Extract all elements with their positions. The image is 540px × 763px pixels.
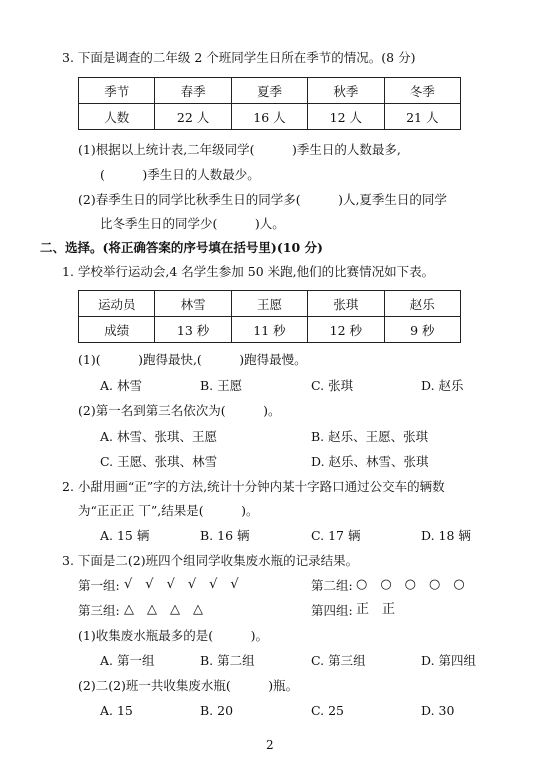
race-table-header: 赵乐 bbox=[384, 291, 460, 317]
q3-top-sub1-line2: ( )季生日的人数最少。 bbox=[100, 167, 260, 182]
section2-title: 二、选择。(将正确答案的序号填在括号里)(10 分) bbox=[40, 240, 323, 255]
q3-sub2-option-d: D. 30 bbox=[421, 703, 455, 718]
q1-sub1-option-c: C. 张琪 bbox=[311, 378, 354, 393]
q2-line1: 2. 小甜用画“正”字的方法,统计十分钟内某十字路口通过公交车的辆数 bbox=[62, 479, 445, 494]
group2-label: 第二组: bbox=[311, 578, 353, 593]
q1-sub1: (1)( )跑得最快,( )跑得最慢。 bbox=[78, 352, 307, 367]
q3-sub1-option-a: A. 第一组 bbox=[100, 653, 155, 668]
season-table-header-row bbox=[79, 78, 461, 104]
season-table-header: 春季 bbox=[155, 78, 231, 104]
q3-top-title: 3. 下面是调查的二年级 2 个班同学生日所在季节的情况。(8 分) bbox=[62, 50, 416, 65]
q2-option-d: D. 18 辆 bbox=[421, 528, 471, 543]
season-table-header: 冬季 bbox=[384, 78, 460, 104]
race-table-header: 王愿 bbox=[231, 291, 307, 317]
group1-label: 第一组: bbox=[78, 578, 120, 593]
group2-tally-marks: ○ ○ ○ ○ ○ bbox=[356, 577, 465, 592]
q2-option-c: C. 17 辆 bbox=[311, 528, 361, 543]
race-table-header-row bbox=[79, 291, 461, 317]
q3-sub1-option-b: B. 第二组 bbox=[200, 653, 255, 668]
group3-tally-marks: △ △ △ △ bbox=[124, 602, 203, 617]
race-table bbox=[78, 290, 461, 343]
q1-sub1-option-b: B. 王愿 bbox=[200, 378, 243, 393]
season-table-header: 季节 bbox=[79, 78, 155, 104]
q3-sub2: (2)二(2)班一共收集废水瓶( )瓶。 bbox=[78, 678, 299, 693]
season-table-header: 秋季 bbox=[308, 78, 384, 104]
q3-sub2-option-a: A. 15 bbox=[100, 703, 133, 718]
race-table-cell: 11 秒 bbox=[231, 317, 307, 343]
season-table-cell: 12 人 bbox=[308, 104, 384, 130]
race-table-cell: 成绩 bbox=[79, 317, 155, 343]
race-table-cell: 12 秒 bbox=[308, 317, 384, 343]
season-table-cell: 人数 bbox=[79, 104, 155, 130]
q1-sub1-option-a: A. 林雪 bbox=[100, 378, 142, 393]
q3-top-sub2-line2: 比冬季生日的同学少( )人。 bbox=[100, 216, 285, 231]
q3-sub1-option-c: C. 第三组 bbox=[311, 653, 366, 668]
q3-top-sub2-line1: (2)春季生日的同学比秋季生日的同学多( )人,夏季生日的同学 bbox=[78, 192, 447, 207]
q1-sub2-option-d: D. 赵乐、林雪、张琪 bbox=[311, 454, 429, 469]
q1-sub2-option-c: C. 王愿、张琪、林雪 bbox=[100, 454, 218, 469]
season-table bbox=[78, 77, 461, 130]
q1-sub2: (2)第一名到第三名依次为( )。 bbox=[78, 403, 281, 418]
season-table-cell: 21 人 bbox=[384, 104, 460, 130]
q1-title: 1. 学校举行运动会,4 名学生参加 50 米跑,他们的比赛情况如下表。 bbox=[62, 264, 435, 279]
q2-option-a: A. 15 辆 bbox=[100, 528, 150, 543]
race-table-header: 运动员 bbox=[79, 291, 155, 317]
race-table-header: 张琪 bbox=[308, 291, 384, 317]
group4-label: 第四组: bbox=[311, 603, 353, 618]
q3-sub1: (1)收集废水瓶最多的是( )。 bbox=[78, 628, 268, 643]
race-table-header: 林雪 bbox=[155, 291, 231, 317]
q3-top-sub1-line1: (1)根据以上统计表,二年级同学( )季生日的人数最多, bbox=[78, 142, 401, 157]
race-table-row bbox=[79, 317, 461, 343]
q3-sub2-option-c: C. 25 bbox=[311, 703, 344, 718]
group4-tally-marks: 正 正 bbox=[356, 602, 396, 617]
group3-label: 第三组: bbox=[78, 603, 120, 618]
q1-sub2-option-a: A. 林雪、张琪、王愿 bbox=[100, 429, 217, 444]
race-table-cell: 9 秒 bbox=[384, 317, 460, 343]
season-table-cell: 16 人 bbox=[231, 104, 307, 130]
q3-sub2-option-b: B. 20 bbox=[200, 703, 234, 718]
q1-sub1-option-d: D. 赵乐 bbox=[421, 378, 464, 393]
season-table-cell: 22 人 bbox=[155, 104, 231, 130]
q3-title: 3. 下面是二(2)班四个组同学收集废水瓶的记录结果。 bbox=[62, 553, 359, 568]
season-table-header: 夏季 bbox=[231, 78, 307, 104]
q1-sub2-option-b: B. 赵乐、王愿、张琪 bbox=[311, 429, 429, 444]
page-number: 2 bbox=[266, 738, 274, 752]
q2-line2: 为“正正正 丅”,结果是( )。 bbox=[78, 503, 259, 518]
q3-sub1-option-d: D. 第四组 bbox=[421, 653, 477, 668]
group1-tally-marks: √ √ √ √ √ √ bbox=[124, 577, 239, 592]
race-table-cell: 13 秒 bbox=[155, 317, 231, 343]
season-table-row bbox=[79, 104, 461, 130]
q2-option-b: B. 16 辆 bbox=[200, 528, 250, 543]
